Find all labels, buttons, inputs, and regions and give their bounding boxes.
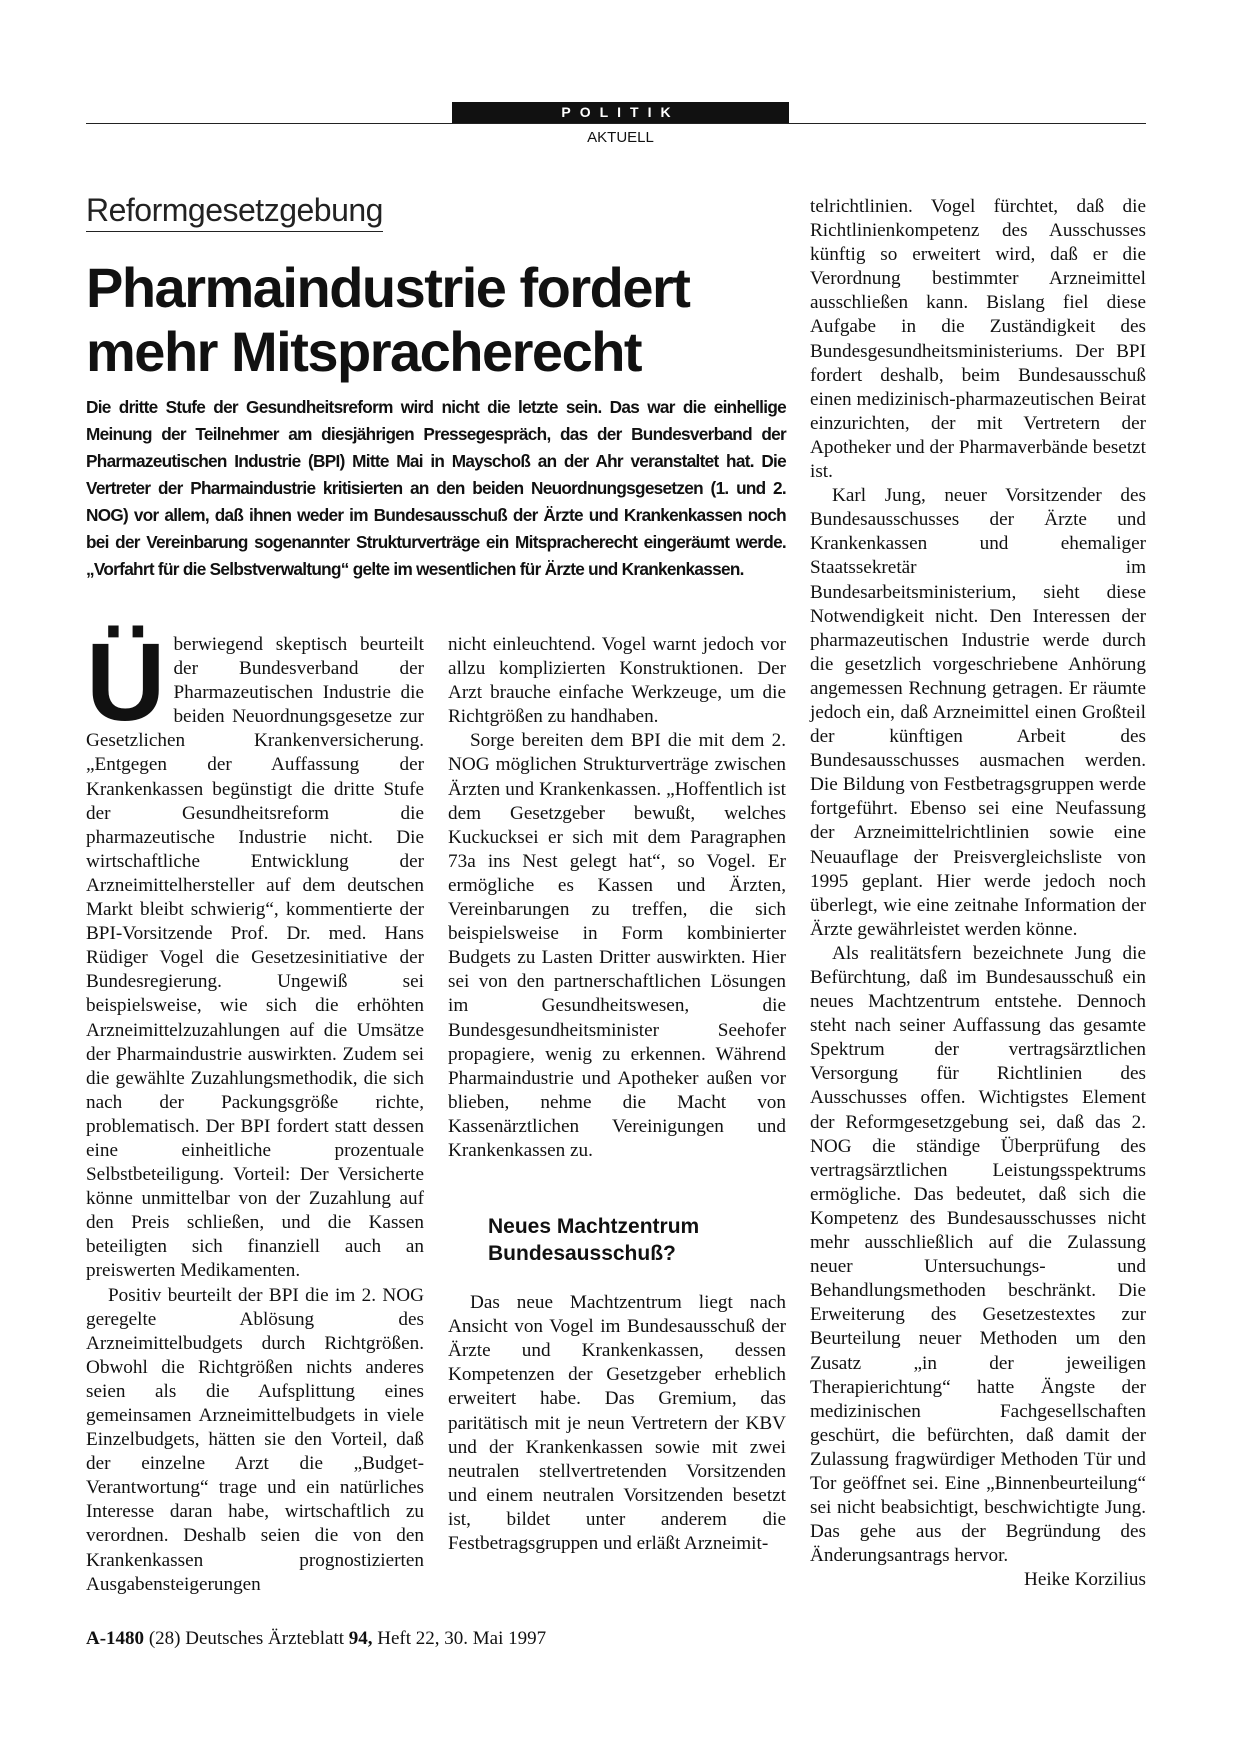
paragraph-1	[86, 621, 424, 1284]
headline-line-1: Pharmaindustrie fordert	[86, 256, 690, 319]
paragraph-6	[810, 942, 1146, 1591]
article-headline	[86, 256, 786, 384]
citation-text: (28) Deutsches Ärzteblatt	[148, 1628, 345, 1649]
paragraph-4: Das neue Machtzentrum liegt nach Ansicht von Vogel im Bundesausschuß der Ärzte und Krankenkassen, dessen Kompetenzen der Gesetzgeber erheblich erweitert habe. Das Gremium, das paritätisch mit je neun Vertretern der KBV und der Krankenkassen sowie mit zwei neutralen stellvertretenden Vorsitzenden und einem neutralen Vorsitzenden besetzt ist, bildet unter anderem die Festbetragsgruppen und erläßt Arzneimit-	[448, 1292, 786, 1554]
article-kicker: Reformgesetzgebung	[86, 192, 383, 232]
paragraph-2-continued: nicht einleuchtend. Vogel warnt jedoch vor allzu komplizierten Konstruktionen. Der Arzt brauche einfache Werkzeuge, um die Richtgrößen zu handhaben.	[448, 634, 786, 728]
article-subheading	[488, 1213, 786, 1267]
column-2	[448, 633, 786, 1556]
paragraph-4-continued: telrichtlinien. Vogel fürchtet, daß die Richtlinienkompetenz des Ausschusses künftig so erweitert wird, daß er die Verordnung bestimmter Arzneimittel ausschließen kann. Bislang fiel diese Aufgabe in die Zuständigkeit des Bundesgesundheitsministeriums. Der BPI fordert deshalb, beim Bundesausschuß einen medizinisch-pharmazeutischen Beirat einzurichten, der mit Vertretern der Apotheker und der Pharmaverbände besetzt ist.	[810, 196, 1146, 483]
page-code: A-1480	[86, 1628, 145, 1649]
subheading-line-1: Neues Machtzentrum	[488, 1215, 700, 1239]
section-label: POLITIK	[452, 102, 789, 123]
page-footer	[86, 1628, 546, 1650]
citation-issue: Heft 22, 30. Mai 1997	[377, 1628, 547, 1649]
paragraph-1-text: berwiegend skeptisch beurteilt der Bundesverband der Pharmazeutischen Industrie die beiden Neuordnungsgesetze zur Gesetzlichen Krankenversicherung. „Entgegen der Auffassung der Krankenkassen begünstigt die dritte Stufe der Gesundheitsreform die pharmazeutische Industrie nicht. Die wirtschaftliche Entwicklung der Arzneimittelhersteller auf dem deutschen Markt bleibt schwierig“, kommentierte der BPI-Vorsitzende Prof. Dr. med. Hans Rüdiger Vogel die Gesetzesinitiative der Bundesregierung. Ungewiß sei beispielsweise, wie sich die erhöhten Arzneimittelzuzahlungen auf die Umsätze der Pharmaindustrie auswirkten. Zudem sei die gewählte Zuzahlungsmethodik, die sich nach der Packungsgröße richte, problematisch. Der BPI fordert statt dessen eine einheitliche prozentuale Selbstbeteiligung. Vorteil: Der Versicherte könne unmittelbar von der Zuzahlung auf den Preis schließen, und die Kassen beteiligten sich finanziell auch an preiswerten Medikamenten.	[86, 634, 424, 1282]
subsection-label: AKTUELL	[587, 129, 654, 146]
subheading-line-2: Bundesausschuß?	[488, 1242, 676, 1266]
paragraph-2: Positiv beurteilt der BPI die im 2. NOG geregelte Ablösung des Arzneimittelbudgets durch Richtgrößen. Obwohl die Richtgrößen nichts anderes seien als die Aufsplittung eines gemeinsamen Arzneimittelbudgets in viele Einzelbudgets, hätten sie den Vorteil, daß der einzelne Arzt die „Budget-Verantwortung“ trage und ein natürliches Interesse daran habe, wirtschaftlich zu verordnen. Deshalb seien die von den Krankenkassen prognostizierten Ausgabensteigerungen	[86, 1284, 424, 1595]
column-3	[810, 195, 1146, 1592]
author-name: Heike Korzilius	[1023, 1569, 1146, 1591]
article-lead: Die dritte Stufe der Gesundheitsreform wird nicht die letzte sein. Das war die einhellige Meinung der Teilnehmer am diesjährigen Pressegespräch, das der Bundesverband der Pharmazeutischen Industrie (BPI) Mitte Mai in Mayschoß an der Ahr veranstaltet hat. Die Vertreter der Pharmaindustrie kritisierten an den beiden Neuordnungsgesetzen (1. und 2. NOG) vor allem, daß ihnen weder im Bundesausschuß der Ärzte und Krankenkassen noch bei der Vereinbarung sogenannter Strukturverträge ein Mitspracherecht eingeräumt werde. „Vorfahrt für die Selbstverwaltung“ gelte im wesentlichen für Ärzte und Krankenkassen.	[86, 397, 786, 579]
drop-cap: Ü	[86, 621, 166, 744]
paragraph-5: Karl Jung, neuer Vorsitzender des Bundesausschusses der Ärzte und Krankenkassen und ehemaliger Staatssekretär im Bundesarbeitsministerium, sieht diese Notwendigkeit nicht. Den Interessen der pharmazeutischen Industrie werde durch die gesetzlich vorgeschriebene Anhörung angemessen Rechnung getragen. Er räumte jedoch ein, daß Arzneimittel einen Großteil der künftigen Arbeit des Bundesausschusses ausmachen werden. Die Bildung von Festbetragsgruppen werde fortgeführt. Ebenso sei eine Neufassung der Arzneimittelrichtlinien sowie eine Neuauflage der Preisvergleichsliste von 1995 geplant. Hier werde jedoch noch überlegt, wie eine zeitnahe Information der Ärzte gewährleistet werden könne.	[810, 485, 1146, 940]
headline-line-2: mehr Mitspracherecht	[86, 320, 642, 383]
volume-number: 94,	[348, 1628, 373, 1649]
paragraph-6-text: Als realitätsfern bezeichnete Jung die Befürchtung, daß im Bundesausschuß ein neues Machtzentrum entstehe. Dennoch steht nach seiner Auffassung das gesamte Spektrum der vertragsärztlichen Versorgung für Richtlinien des Ausschusses offen. Wichtigstes Element der Reformgesetzgebung sei, daß das 2. NOG die ständige Überprüfung des vertragsärztlichen Leistungsspektrums ermögliche. Das bedeutet, daß sich die Kompetenz des Bundesausschusses nicht mehr ausschließlich auf die Zulassung neuer Untersuchungs- und Behandlungsmethoden beschränkt. Die Erweiterung des Gesetzestextes zur Beurteilung neuer Methoden um den Zusatz „in der jeweiligen Therapierichtung“ hatte Ängste der medizinischen Fachgesellschaften geschürt, die befürchten, daß damit der Zulassung fragwürdiger Methoden Tür und Tor geöffnet sei. Eine „Binnenbeurteilung“ sei nicht beabsichtigt, beschwichtigte Jung. Das gehe aus der Begründung des Änderungsantrags hervor.	[810, 942, 1146, 1567]
header-rule	[86, 123, 1146, 124]
column-1	[86, 621, 424, 1597]
paragraph-3: Sorge bereiten dem BPI die mit dem 2. NOG möglichen Strukturverträge zwischen Ärzten und Krankenkassen. „Hoffentlich ist dem Gesetzgeber bewußt, welches Kuckucksei er sich mit dem Paragraphen 73a ins Nest gelegt hat“, so Vogel. Er ermögliche es Kassen und Ärzten, Vereinbarungen zu treffen, die sich beispielsweise in Form kombinierter Budgets zu Lasten Dritter auswirkten. Hier sei von den partnerschaftlichen Lösungen im Gesundheitswesen, die Bundesgesundheitsminister Seehofer propagiere, wenig zu erkennen. Während Pharmaindustrie und Apotheker außen vor blieben, nehme die Macht von Kassenärztlichen Vereinigungen und Krankenkassen zu.	[448, 730, 786, 1161]
